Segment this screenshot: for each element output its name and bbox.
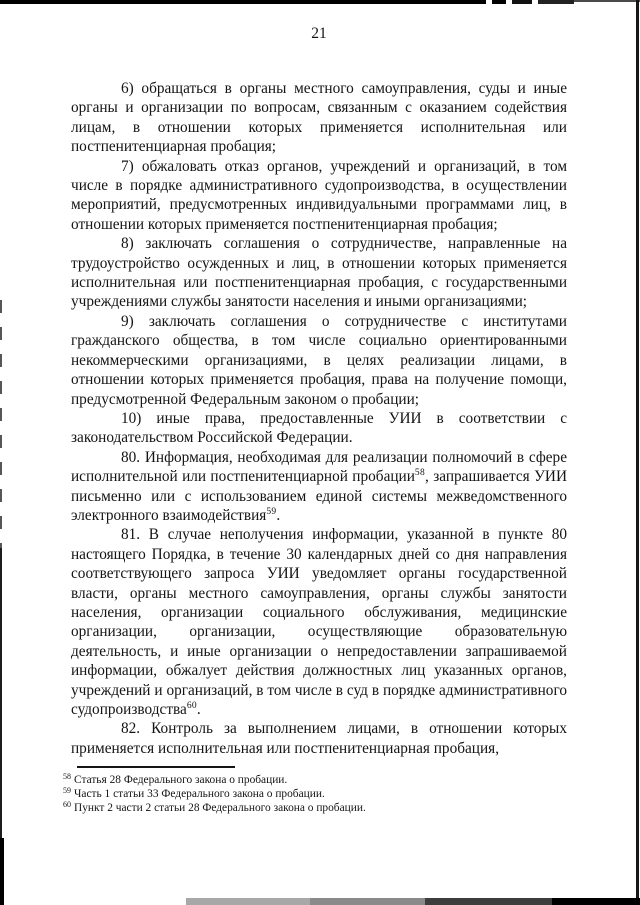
footnotes [63, 774, 575, 815]
paragraph [71, 719, 567, 758]
paragraph-text: 9) заключать соглашения о сотрудничестве с институтами гражданского общества, в том числе социально ориентированными некоммерческими организациями, в целях реализации лицами, в отношении которых применяется пробация, права на получение помощи, предусмотренной Федеральным законом о пробации; [71, 312, 567, 408]
paragraph [71, 525, 567, 719]
footnote-item [63, 785, 575, 802]
scan-edge-top [0, 0, 574, 4]
footnote-text: Часть 1 статьи 33 Федерального закона о пробации. [74, 787, 325, 800]
paragraph-text: , запрашивается УИИ письменно или с использованием единой системы межведомственного электронного взаимодействия [71, 468, 567, 524]
paragraph-text: 80. Информация, необходимая для реализации полномочий в сфере исполнительной или постпенитенциарной пробации [71, 448, 567, 486]
footnote-number: 58 [63, 772, 71, 781]
paragraph-text: 81. В случае неполучения информации, указанной в пункте 80 настоящего Порядка, в течение 30 календарных дней со дня направления соответствующего запроса УИИ уведомляет органы государственной власти, органы местного самоуправления, органы службы занятости населения, организации социального обслуживания, медицинские организации, организации, осуществляющие образовательную деятельность, и иные организации о непредоставлении запрашиваемой информации, обжалует действия должностных лиц указанных органов, учреждений и организаций, в том числе в суд в порядке административного судопроизводства [71, 526, 567, 718]
paragraph [71, 79, 567, 157]
paragraph-text: . [196, 701, 201, 718]
footnote-number: 59 [63, 785, 71, 795]
page-number: 21 [311, 25, 327, 42]
scan-edge-right [636, 0, 639, 905]
footnote-item [63, 799, 575, 816]
paragraph [71, 157, 567, 235]
footnote-number: 60 [63, 799, 71, 809]
paragraph [71, 409, 567, 448]
paragraph-text: 8) заключать соглашения о сотрудничестве, направленные на трудоустройство осужденных и лиц, в отношении которых применяется исполнительная или постпенитенциарная пробация, с государственными учреждениями службы занятости населения и иными организациями; [71, 235, 567, 311]
paragraph-text: 6) обращаться в органы местного самоуправления, суды и иные органы и организации по вопросам, связанным с оказанием содействия лицам, в отношении которых применяется исполнительная или постпенитенциарная пробация; [71, 80, 567, 156]
paragraph [71, 234, 567, 312]
footnote-item [63, 774, 575, 788]
paragraph-text: 82. Контроль за выполнением лицами, в отношении которых применяется исполнительная или постпенитенциарная пробация, [71, 720, 567, 757]
footnote-separator [77, 766, 235, 768]
paragraph-text: 7) обжаловать отказ органов, учреждений и организаций, в том числе в порядке административного судопроизводства, в осуществлении мероприятий, предусмотренных индивидуальными программами лиц, в отношении которых применяется постпенитенциарная пробация; [71, 157, 567, 233]
paragraph-text: 10) иные права, предоставленные УИИ в соответствии с законодательством Российской Федерации. [71, 409, 567, 447]
footnote-ref: 58 [414, 468, 426, 479]
scan-edge-bottom [0, 898, 640, 905]
document-body [71, 79, 567, 758]
paragraph [71, 312, 567, 409]
paragraph [71, 448, 567, 526]
footnote-text: Пункт 2 части 2 статьи 28 Федерального закона о пробации. [74, 801, 366, 814]
footnote-text: Статья 28 Федерального закона о пробации. [74, 774, 288, 786]
paragraph-text: . [276, 506, 281, 524]
scan-edge-top-thin [574, 0, 640, 2]
scan-edge-left-dashed [0, 300, 2, 550]
scan-edge-left-thick [0, 838, 4, 905]
footnote-ref: 59 [266, 506, 277, 517]
footnote-ref: 60 [186, 701, 197, 711]
